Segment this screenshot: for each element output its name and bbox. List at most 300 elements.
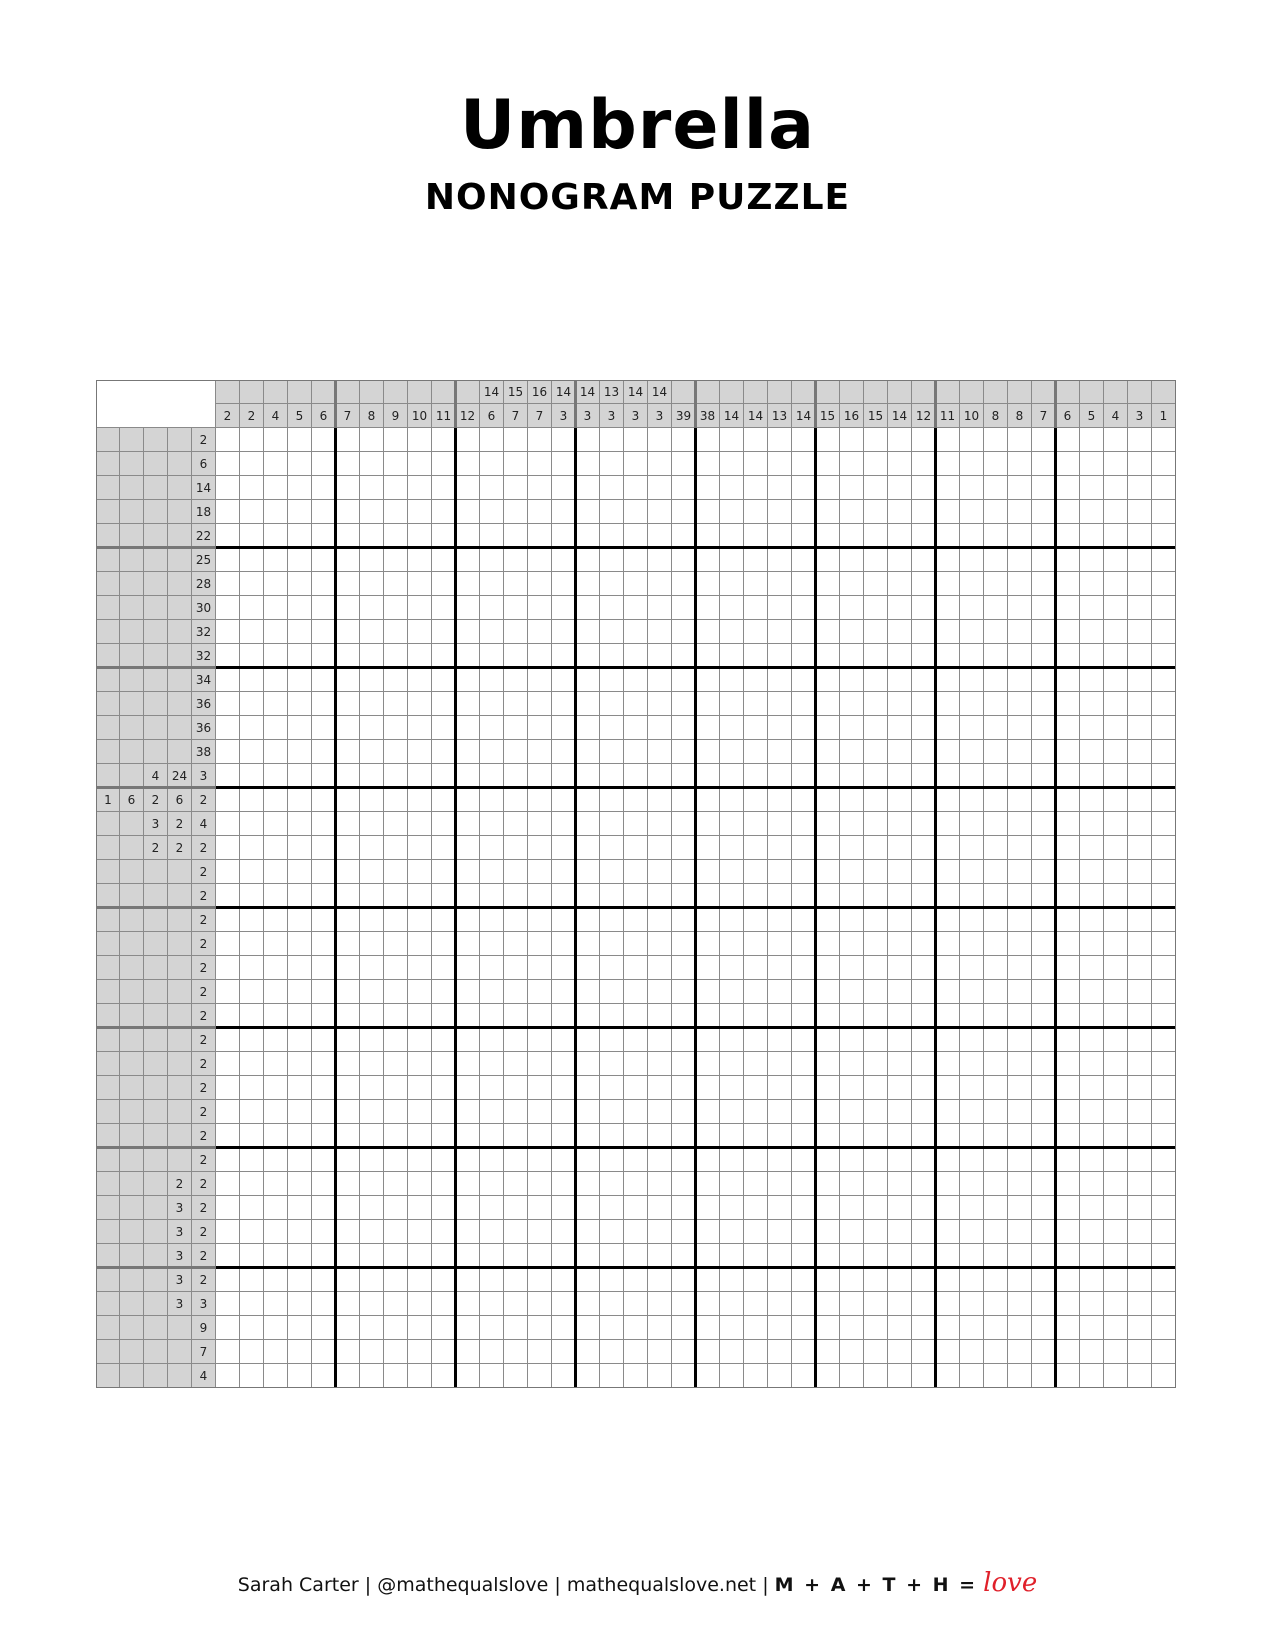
grid-cell[interactable] bbox=[672, 1316, 696, 1340]
grid-cell[interactable] bbox=[816, 1244, 840, 1268]
grid-cell[interactable] bbox=[912, 1364, 936, 1388]
grid-cell[interactable] bbox=[936, 1340, 960, 1364]
grid-cell[interactable] bbox=[1032, 572, 1056, 596]
grid-cell[interactable] bbox=[1104, 1196, 1128, 1220]
grid-cell[interactable] bbox=[624, 1004, 648, 1028]
grid-cell[interactable] bbox=[696, 452, 720, 476]
grid-cell[interactable] bbox=[912, 644, 936, 668]
grid-cell[interactable] bbox=[480, 1100, 504, 1124]
grid-cell[interactable] bbox=[528, 1220, 552, 1244]
grid-cell[interactable] bbox=[336, 1052, 360, 1076]
grid-cell[interactable] bbox=[480, 788, 504, 812]
grid-cell[interactable] bbox=[648, 524, 672, 548]
grid-cell[interactable] bbox=[456, 1052, 480, 1076]
grid-cell[interactable] bbox=[720, 1268, 744, 1292]
grid-cell[interactable] bbox=[384, 860, 408, 884]
grid-cell[interactable] bbox=[1128, 692, 1152, 716]
grid-cell[interactable] bbox=[576, 428, 600, 452]
grid-cell[interactable] bbox=[744, 452, 768, 476]
grid-cell[interactable] bbox=[792, 836, 816, 860]
grid-cell[interactable] bbox=[792, 524, 816, 548]
grid-cell[interactable] bbox=[336, 548, 360, 572]
grid-cell[interactable] bbox=[648, 620, 672, 644]
grid-cell[interactable] bbox=[984, 1268, 1008, 1292]
grid-cell[interactable] bbox=[1008, 1172, 1032, 1196]
grid-cell[interactable] bbox=[288, 1172, 312, 1196]
grid-cell[interactable] bbox=[408, 788, 432, 812]
grid-cell[interactable] bbox=[504, 524, 528, 548]
grid-cell[interactable] bbox=[672, 1100, 696, 1124]
grid-cell[interactable] bbox=[984, 956, 1008, 980]
grid-cell[interactable] bbox=[576, 596, 600, 620]
grid-cell[interactable] bbox=[240, 1292, 264, 1316]
grid-cell[interactable] bbox=[1032, 476, 1056, 500]
grid-cell[interactable] bbox=[960, 1244, 984, 1268]
grid-cell[interactable] bbox=[504, 620, 528, 644]
grid-cell[interactable] bbox=[840, 860, 864, 884]
grid-cell[interactable] bbox=[840, 452, 864, 476]
grid-cell[interactable] bbox=[360, 860, 384, 884]
grid-cell[interactable] bbox=[960, 1124, 984, 1148]
grid-cell[interactable] bbox=[720, 572, 744, 596]
grid-cell[interactable] bbox=[288, 740, 312, 764]
grid-cell[interactable] bbox=[336, 932, 360, 956]
grid-cell[interactable] bbox=[960, 620, 984, 644]
grid-cell[interactable] bbox=[792, 1076, 816, 1100]
grid-cell[interactable] bbox=[936, 524, 960, 548]
grid-cell[interactable] bbox=[1152, 1004, 1176, 1028]
grid-cell[interactable] bbox=[720, 812, 744, 836]
grid-cell[interactable] bbox=[432, 1340, 456, 1364]
grid-cell[interactable] bbox=[672, 1028, 696, 1052]
grid-cell[interactable] bbox=[600, 716, 624, 740]
grid-cell[interactable] bbox=[840, 1004, 864, 1028]
grid-cell[interactable] bbox=[408, 1196, 432, 1220]
grid-cell[interactable] bbox=[552, 1028, 576, 1052]
grid-cell[interactable] bbox=[768, 1292, 792, 1316]
grid-cell[interactable] bbox=[984, 812, 1008, 836]
grid-cell[interactable] bbox=[480, 1292, 504, 1316]
grid-cell[interactable] bbox=[936, 1004, 960, 1028]
grid-cell[interactable] bbox=[264, 908, 288, 932]
grid-cell[interactable] bbox=[864, 1148, 888, 1172]
grid-cell[interactable] bbox=[792, 476, 816, 500]
grid-cell[interactable] bbox=[264, 1004, 288, 1028]
grid-cell[interactable] bbox=[840, 1028, 864, 1052]
grid-cell[interactable] bbox=[288, 692, 312, 716]
grid-cell[interactable] bbox=[672, 524, 696, 548]
grid-cell[interactable] bbox=[528, 1148, 552, 1172]
grid-cell[interactable] bbox=[360, 596, 384, 620]
grid-cell[interactable] bbox=[552, 1292, 576, 1316]
grid-cell[interactable] bbox=[624, 1340, 648, 1364]
grid-cell[interactable] bbox=[432, 668, 456, 692]
grid-cell[interactable] bbox=[768, 1196, 792, 1220]
grid-cell[interactable] bbox=[528, 860, 552, 884]
grid-cell[interactable] bbox=[960, 1196, 984, 1220]
grid-cell[interactable] bbox=[504, 980, 528, 1004]
grid-cell[interactable] bbox=[792, 860, 816, 884]
grid-cell[interactable] bbox=[264, 1172, 288, 1196]
grid-cell[interactable] bbox=[1056, 884, 1080, 908]
grid-cell[interactable] bbox=[672, 716, 696, 740]
grid-cell[interactable] bbox=[1080, 1124, 1104, 1148]
grid-cell[interactable] bbox=[1008, 1316, 1032, 1340]
grid-cell[interactable] bbox=[456, 908, 480, 932]
grid-cell[interactable] bbox=[1008, 644, 1032, 668]
grid-cell[interactable] bbox=[792, 692, 816, 716]
grid-cell[interactable] bbox=[552, 740, 576, 764]
grid-cell[interactable] bbox=[576, 1076, 600, 1100]
grid-cell[interactable] bbox=[1080, 884, 1104, 908]
grid-cell[interactable] bbox=[792, 1124, 816, 1148]
grid-cell[interactable] bbox=[816, 1076, 840, 1100]
grid-cell[interactable] bbox=[1056, 1100, 1080, 1124]
grid-cell[interactable] bbox=[744, 884, 768, 908]
grid-cell[interactable] bbox=[840, 644, 864, 668]
grid-cell[interactable] bbox=[576, 836, 600, 860]
grid-cell[interactable] bbox=[792, 1196, 816, 1220]
grid-cell[interactable] bbox=[1032, 812, 1056, 836]
grid-cell[interactable] bbox=[1056, 956, 1080, 980]
grid-cell[interactable] bbox=[888, 452, 912, 476]
grid-cell[interactable] bbox=[408, 1124, 432, 1148]
grid-cell[interactable] bbox=[504, 1028, 528, 1052]
grid-cell[interactable] bbox=[624, 452, 648, 476]
grid-cell[interactable] bbox=[528, 716, 552, 740]
grid-cell[interactable] bbox=[240, 1100, 264, 1124]
grid-cell[interactable] bbox=[288, 1196, 312, 1220]
grid-cell[interactable] bbox=[768, 1004, 792, 1028]
grid-cell[interactable] bbox=[1152, 740, 1176, 764]
grid-cell[interactable] bbox=[240, 980, 264, 1004]
grid-cell[interactable] bbox=[528, 524, 552, 548]
grid-cell[interactable] bbox=[216, 956, 240, 980]
grid-cell[interactable] bbox=[768, 956, 792, 980]
grid-cell[interactable] bbox=[888, 1076, 912, 1100]
grid-cell[interactable] bbox=[1032, 452, 1056, 476]
grid-cell[interactable] bbox=[528, 644, 552, 668]
grid-cell[interactable] bbox=[312, 932, 336, 956]
grid-cell[interactable] bbox=[1008, 1100, 1032, 1124]
grid-cell[interactable] bbox=[264, 1340, 288, 1364]
grid-cell[interactable] bbox=[912, 980, 936, 1004]
grid-cell[interactable] bbox=[1032, 644, 1056, 668]
grid-cell[interactable] bbox=[264, 1124, 288, 1148]
grid-cell[interactable] bbox=[336, 1316, 360, 1340]
grid-cell[interactable] bbox=[624, 764, 648, 788]
grid-cell[interactable] bbox=[1056, 932, 1080, 956]
grid-cell[interactable] bbox=[1080, 1028, 1104, 1052]
grid-cell[interactable] bbox=[624, 860, 648, 884]
grid-cell[interactable] bbox=[792, 716, 816, 740]
grid-cell[interactable] bbox=[216, 476, 240, 500]
grid-cell[interactable] bbox=[240, 452, 264, 476]
grid-cell[interactable] bbox=[1080, 836, 1104, 860]
grid-cell[interactable] bbox=[456, 1100, 480, 1124]
grid-cell[interactable] bbox=[1080, 428, 1104, 452]
grid-cell[interactable] bbox=[744, 1220, 768, 1244]
grid-cell[interactable] bbox=[576, 908, 600, 932]
grid-cell[interactable] bbox=[384, 764, 408, 788]
grid-cell[interactable] bbox=[672, 644, 696, 668]
grid-cell[interactable] bbox=[888, 644, 912, 668]
grid-cell[interactable] bbox=[576, 500, 600, 524]
grid-cell[interactable] bbox=[384, 836, 408, 860]
grid-cell[interactable] bbox=[384, 788, 408, 812]
grid-cell[interactable] bbox=[696, 1052, 720, 1076]
grid-cell[interactable] bbox=[480, 884, 504, 908]
grid-cell[interactable] bbox=[528, 596, 552, 620]
grid-cell[interactable] bbox=[792, 1292, 816, 1316]
grid-cell[interactable] bbox=[360, 764, 384, 788]
grid-cell[interactable] bbox=[936, 644, 960, 668]
grid-cell[interactable] bbox=[1056, 860, 1080, 884]
grid-cell[interactable] bbox=[960, 764, 984, 788]
grid-cell[interactable] bbox=[1104, 1220, 1128, 1244]
grid-cell[interactable] bbox=[696, 1292, 720, 1316]
grid-cell[interactable] bbox=[384, 692, 408, 716]
grid-cell[interactable] bbox=[792, 428, 816, 452]
grid-cell[interactable] bbox=[600, 812, 624, 836]
grid-cell[interactable] bbox=[408, 596, 432, 620]
grid-cell[interactable] bbox=[792, 812, 816, 836]
grid-cell[interactable] bbox=[384, 1220, 408, 1244]
grid-cell[interactable] bbox=[792, 764, 816, 788]
grid-cell[interactable] bbox=[552, 716, 576, 740]
grid-cell[interactable] bbox=[744, 1052, 768, 1076]
grid-cell[interactable] bbox=[1008, 476, 1032, 500]
grid-cell[interactable] bbox=[504, 1196, 528, 1220]
grid-cell[interactable] bbox=[264, 764, 288, 788]
grid-cell[interactable] bbox=[840, 1220, 864, 1244]
grid-cell[interactable] bbox=[840, 476, 864, 500]
grid-cell[interactable] bbox=[240, 620, 264, 644]
grid-cell[interactable] bbox=[384, 1196, 408, 1220]
grid-cell[interactable] bbox=[720, 1340, 744, 1364]
grid-cell[interactable] bbox=[312, 1196, 336, 1220]
grid-cell[interactable] bbox=[216, 1196, 240, 1220]
grid-cell[interactable] bbox=[216, 1148, 240, 1172]
grid-cell[interactable] bbox=[1056, 908, 1080, 932]
grid-cell[interactable] bbox=[1032, 1340, 1056, 1364]
grid-cell[interactable] bbox=[624, 1268, 648, 1292]
grid-cell[interactable] bbox=[792, 740, 816, 764]
grid-cell[interactable] bbox=[432, 1124, 456, 1148]
grid-cell[interactable] bbox=[960, 524, 984, 548]
grid-cell[interactable] bbox=[408, 668, 432, 692]
grid-cell[interactable] bbox=[960, 1364, 984, 1388]
grid-cell[interactable] bbox=[1056, 596, 1080, 620]
grid-cell[interactable] bbox=[312, 980, 336, 1004]
grid-cell[interactable] bbox=[528, 1100, 552, 1124]
grid-cell[interactable] bbox=[840, 1100, 864, 1124]
grid-cell[interactable] bbox=[240, 932, 264, 956]
grid-cell[interactable] bbox=[576, 1148, 600, 1172]
grid-cell[interactable] bbox=[912, 1292, 936, 1316]
grid-cell[interactable] bbox=[1032, 1148, 1056, 1172]
grid-cell[interactable] bbox=[1104, 1124, 1128, 1148]
grid-cell[interactable] bbox=[480, 668, 504, 692]
grid-cell[interactable] bbox=[744, 908, 768, 932]
grid-cell[interactable] bbox=[456, 1340, 480, 1364]
grid-cell[interactable] bbox=[336, 956, 360, 980]
grid-cell[interactable] bbox=[216, 740, 240, 764]
grid-cell[interactable] bbox=[528, 1028, 552, 1052]
grid-cell[interactable] bbox=[696, 980, 720, 1004]
grid-cell[interactable] bbox=[240, 572, 264, 596]
grid-cell[interactable] bbox=[624, 932, 648, 956]
grid-cell[interactable] bbox=[960, 428, 984, 452]
grid-cell[interactable] bbox=[1080, 476, 1104, 500]
grid-cell[interactable] bbox=[936, 1076, 960, 1100]
grid-cell[interactable] bbox=[1056, 1172, 1080, 1196]
grid-cell[interactable] bbox=[840, 1316, 864, 1340]
grid-cell[interactable] bbox=[1128, 1364, 1152, 1388]
grid-cell[interactable] bbox=[1080, 1148, 1104, 1172]
grid-cell[interactable] bbox=[1080, 956, 1104, 980]
grid-cell[interactable] bbox=[672, 836, 696, 860]
grid-cell[interactable] bbox=[528, 668, 552, 692]
grid-cell[interactable] bbox=[792, 1220, 816, 1244]
grid-cell[interactable] bbox=[264, 1076, 288, 1100]
grid-cell[interactable] bbox=[1152, 932, 1176, 956]
grid-cell[interactable] bbox=[768, 644, 792, 668]
grid-cell[interactable] bbox=[600, 668, 624, 692]
grid-cell[interactable] bbox=[264, 1364, 288, 1388]
grid-cell[interactable] bbox=[744, 764, 768, 788]
grid-cell[interactable] bbox=[720, 620, 744, 644]
grid-cell[interactable] bbox=[816, 836, 840, 860]
grid-cell[interactable] bbox=[336, 476, 360, 500]
grid-cell[interactable] bbox=[432, 572, 456, 596]
grid-cell[interactable] bbox=[288, 428, 312, 452]
grid-cell[interactable] bbox=[456, 620, 480, 644]
grid-cell[interactable] bbox=[864, 740, 888, 764]
grid-cell[interactable] bbox=[720, 1316, 744, 1340]
grid-cell[interactable] bbox=[816, 596, 840, 620]
grid-cell[interactable] bbox=[312, 500, 336, 524]
grid-cell[interactable] bbox=[384, 1292, 408, 1316]
grid-cell[interactable] bbox=[648, 668, 672, 692]
grid-cell[interactable] bbox=[1032, 884, 1056, 908]
grid-cell[interactable] bbox=[696, 1268, 720, 1292]
grid-cell[interactable] bbox=[576, 980, 600, 1004]
grid-cell[interactable] bbox=[552, 1268, 576, 1292]
grid-cell[interactable] bbox=[384, 668, 408, 692]
grid-cell[interactable] bbox=[600, 836, 624, 860]
grid-cell[interactable] bbox=[648, 476, 672, 500]
grid-cell[interactable] bbox=[216, 884, 240, 908]
grid-cell[interactable] bbox=[624, 644, 648, 668]
grid-cell[interactable] bbox=[840, 908, 864, 932]
grid-cell[interactable] bbox=[936, 1052, 960, 1076]
grid-cell[interactable] bbox=[360, 908, 384, 932]
grid-cell[interactable] bbox=[840, 932, 864, 956]
grid-cell[interactable] bbox=[720, 596, 744, 620]
grid-cell[interactable] bbox=[1128, 1052, 1152, 1076]
grid-cell[interactable] bbox=[864, 812, 888, 836]
grid-cell[interactable] bbox=[1056, 548, 1080, 572]
grid-cell[interactable] bbox=[984, 980, 1008, 1004]
grid-cell[interactable] bbox=[288, 884, 312, 908]
grid-cell[interactable] bbox=[864, 1124, 888, 1148]
grid-cell[interactable] bbox=[816, 764, 840, 788]
grid-cell[interactable] bbox=[792, 500, 816, 524]
grid-cell[interactable] bbox=[384, 476, 408, 500]
grid-cell[interactable] bbox=[576, 1244, 600, 1268]
grid-cell[interactable] bbox=[336, 644, 360, 668]
grid-cell[interactable] bbox=[648, 716, 672, 740]
grid-cell[interactable] bbox=[816, 1220, 840, 1244]
grid-cell[interactable] bbox=[336, 1340, 360, 1364]
grid-cell[interactable] bbox=[984, 1004, 1008, 1028]
grid-cell[interactable] bbox=[768, 860, 792, 884]
grid-cell[interactable] bbox=[960, 644, 984, 668]
grid-cell[interactable] bbox=[696, 644, 720, 668]
grid-cell[interactable] bbox=[720, 884, 744, 908]
grid-cell[interactable] bbox=[312, 884, 336, 908]
grid-cell[interactable] bbox=[504, 836, 528, 860]
grid-cell[interactable] bbox=[1080, 548, 1104, 572]
grid-cell[interactable] bbox=[624, 1220, 648, 1244]
grid-cell[interactable] bbox=[504, 908, 528, 932]
grid-cell[interactable] bbox=[816, 1100, 840, 1124]
grid-cell[interactable] bbox=[792, 1004, 816, 1028]
grid-cell[interactable] bbox=[504, 428, 528, 452]
grid-cell[interactable] bbox=[648, 1340, 672, 1364]
grid-cell[interactable] bbox=[240, 548, 264, 572]
grid-cell[interactable] bbox=[600, 1364, 624, 1388]
grid-cell[interactable] bbox=[600, 548, 624, 572]
grid-cell[interactable] bbox=[720, 908, 744, 932]
grid-cell[interactable] bbox=[312, 692, 336, 716]
grid-cell[interactable] bbox=[816, 740, 840, 764]
grid-cell[interactable] bbox=[1008, 668, 1032, 692]
grid-cell[interactable] bbox=[1104, 860, 1128, 884]
grid-cell[interactable] bbox=[840, 548, 864, 572]
grid-cell[interactable] bbox=[480, 1220, 504, 1244]
grid-cell[interactable] bbox=[1008, 1124, 1032, 1148]
grid-cell[interactable] bbox=[576, 716, 600, 740]
grid-cell[interactable] bbox=[888, 980, 912, 1004]
grid-cell[interactable] bbox=[792, 1316, 816, 1340]
grid-cell[interactable] bbox=[936, 932, 960, 956]
grid-cell[interactable] bbox=[864, 1052, 888, 1076]
grid-cell[interactable] bbox=[1056, 1052, 1080, 1076]
grid-cell[interactable] bbox=[312, 428, 336, 452]
grid-cell[interactable] bbox=[672, 764, 696, 788]
grid-cell[interactable] bbox=[288, 452, 312, 476]
grid-cell[interactable] bbox=[816, 716, 840, 740]
grid-cell[interactable] bbox=[864, 1364, 888, 1388]
grid-cell[interactable] bbox=[624, 884, 648, 908]
grid-cell[interactable] bbox=[768, 500, 792, 524]
grid-cell[interactable] bbox=[336, 980, 360, 1004]
grid-cell[interactable] bbox=[624, 428, 648, 452]
grid-cell[interactable] bbox=[1104, 884, 1128, 908]
grid-cell[interactable] bbox=[912, 524, 936, 548]
grid-cell[interactable] bbox=[1032, 548, 1056, 572]
grid-cell[interactable] bbox=[960, 1076, 984, 1100]
grid-cell[interactable] bbox=[312, 668, 336, 692]
grid-cell[interactable] bbox=[624, 548, 648, 572]
grid-cell[interactable] bbox=[360, 1196, 384, 1220]
grid-cell[interactable] bbox=[528, 500, 552, 524]
grid-cell[interactable] bbox=[1128, 452, 1152, 476]
grid-cell[interactable] bbox=[576, 1196, 600, 1220]
grid-cell[interactable] bbox=[696, 836, 720, 860]
